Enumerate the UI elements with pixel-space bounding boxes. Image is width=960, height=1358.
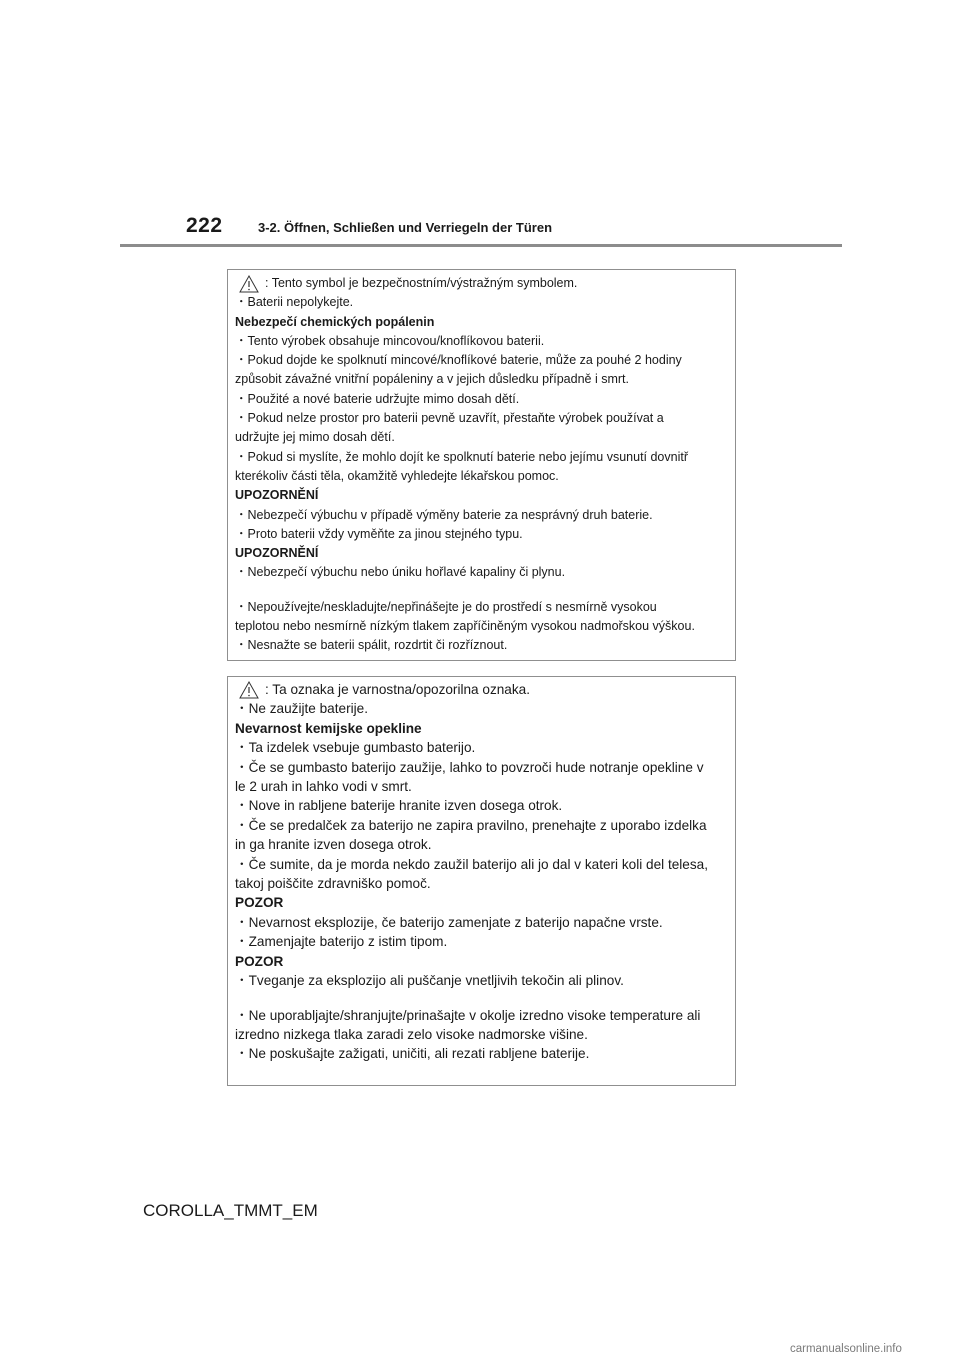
watermark: carmanualsonline.info (790, 1343, 902, 1355)
text-line: ・Baterii nepolykejte. (235, 295, 354, 310)
caution-heading: POZOR (235, 895, 284, 911)
section-title: 3-2. Öffnen, Schließen und Verriegeln der Türen (258, 220, 553, 235)
text-line: ・Proto baterii vždy vyměňte za jinou stejného typu. (235, 526, 523, 541)
text-line: ・Nesnažte se baterii spálit, rozdrtit či rozříznout. (235, 638, 508, 653)
text-line: udržujte jej mimo dosah dětí. (235, 430, 395, 445)
text-line: kterékoliv části těla, okamžitě vyhledejte lékařskou pomoc. (235, 468, 559, 483)
text-line: ・Zamenjajte baterijo z istim tipom. (235, 934, 448, 950)
text-line: in ga hranite izven dosega otrok. (235, 837, 432, 853)
text-line: izredno nizkega tlaka zaradi zelo visoke nadmorske višine. (235, 1026, 588, 1042)
warning-box-slovene (227, 676, 736, 1086)
text-line: ・Tveganje za eksplozijo ali puščanje vnetljivih tekočin ali plinov. (235, 973, 624, 989)
text-line: ・Ne poskušajte zažigati, uničiti, ali rezati rabljene baterije. (235, 1046, 590, 1062)
text-line: ・Pokud si myslíte, že mohlo dojít ke spolknutí baterie nebo jejímu vsunutí dovnitř (235, 449, 689, 464)
warning-triangle-icon (239, 681, 259, 699)
text-line: ・Nove in rabljene baterije hranite izven dosega otrok. (235, 798, 563, 814)
symbol-note: : Tento symbol je bezpečnostním/výstražným symbolem. (265, 276, 578, 290)
text-line: ・Če se predalček za baterijo ne zapira pravilno, prenehajte z uporabo izdelka (235, 817, 707, 833)
text-line: le 2 urah in lahko vodi v smrt. (235, 779, 412, 795)
symbol-note: : Ta oznaka je varnostna/opozorilna oznaka. (265, 682, 530, 697)
caution-heading: UPOZORNĚNÍ (235, 488, 319, 503)
text-line: ・Nebezpečí výbuchu nebo úniku hořlavé kapaliny či plynu. (235, 565, 566, 580)
text-line: způsobit závažné vnitřní popáleniny a v jejich důsledku případně i smrt. (235, 372, 629, 387)
text-line: takoj poiščite zdravniško pomoč. (235, 876, 431, 892)
text-line: ・Tento výrobek obsahuje mincovou/knoflíkovou baterii. (235, 333, 545, 348)
model-code: COROLLA_TMMT_EM (143, 1201, 318, 1220)
text-line: ・Če se gumbasto baterijo zaužije, lahko to povzroči hude notranje opekline v (235, 759, 704, 775)
hazard-heading: Nebezpečí chemických popálenin (235, 314, 435, 329)
symbol-note-line (235, 680, 731, 699)
header-divider (120, 244, 842, 247)
page-number: 222 (186, 214, 223, 237)
text-line: ・Pokud dojde ke spolknutí mincové/knoflíkové baterie, může za pouhé 2 hodiny (235, 353, 682, 368)
spacer (235, 991, 731, 1006)
text-line: ・Nevarnost eksplozije, če baterijo zamenjate z baterijo napačne vrste. (235, 914, 663, 930)
spacer (235, 583, 731, 598)
text-line: ・Ne zaužijte baterije. (235, 701, 368, 717)
caution-heading: POZOR (235, 953, 284, 969)
text-line: ・Če sumite, da je morda nekdo zaužil baterijo ali jo dal v kateri koli del telesa, (235, 856, 708, 872)
warning-box-czech (227, 269, 736, 661)
text-line: teplotou nebo nesmírně nízkým tlakem zapříčiněným vysokou nadmořskou výškou. (235, 619, 695, 634)
caution-heading: UPOZORNĚNÍ (235, 546, 319, 561)
text-line: ・Ta izdelek vsebuje gumbasto baterijo. (235, 740, 476, 756)
text-line: ・Nebezpečí výbuchu v případě výměny baterie za nesprávný druh baterie. (235, 507, 653, 522)
hazard-heading: Nevarnost kemijske opekline (235, 720, 422, 736)
warning-triangle-icon (239, 275, 259, 293)
symbol-note-line (235, 274, 731, 293)
text-line: ・Ne uporabljajte/shranjujte/prinašajte v okolje izredno visoke temperature ali (235, 1007, 701, 1023)
text-line: ・Pokud nelze prostor pro baterii pevně uzavřít, přestaňte výrobek používat a (235, 411, 664, 426)
text-line: ・Nepoužívejte/neskladujte/nepřinášejte je do prostředí s nesmírně vysokou (235, 599, 657, 614)
text-line: ・Použité a nové baterie udržujte mimo dosah dětí. (235, 391, 520, 406)
